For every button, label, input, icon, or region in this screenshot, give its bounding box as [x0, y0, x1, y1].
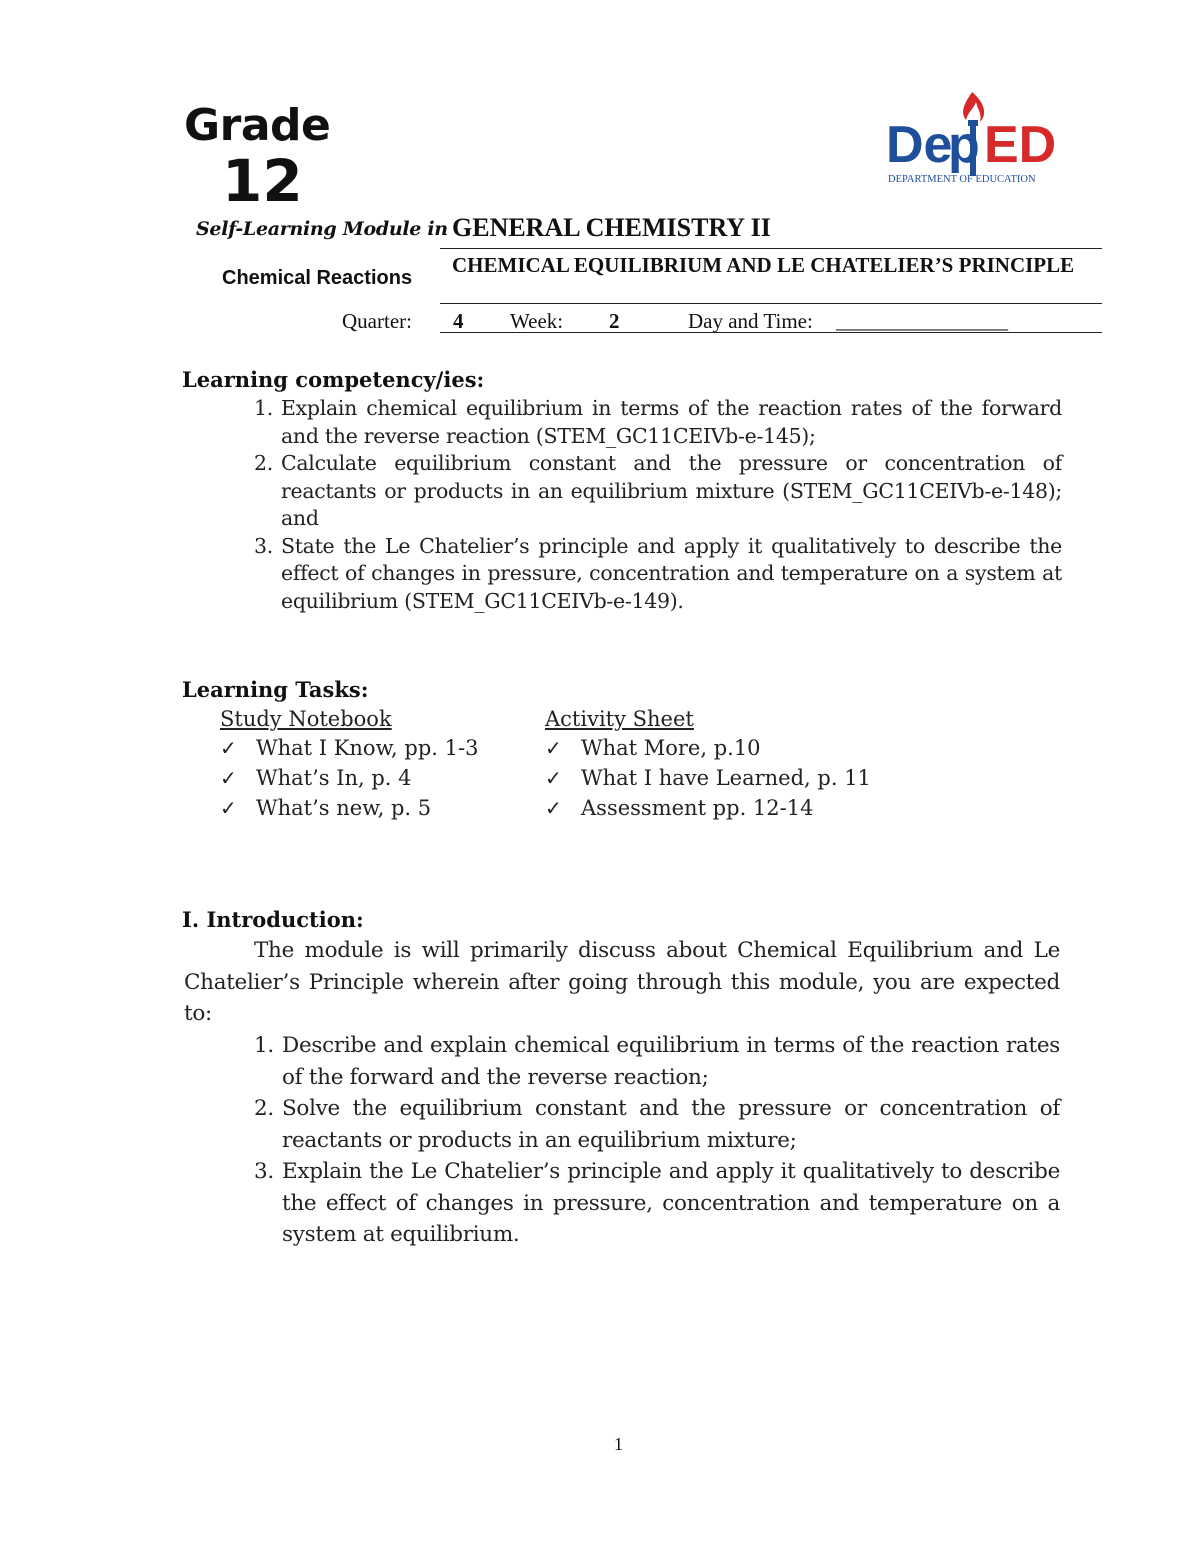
topic-label: Chemical Reactions: [222, 267, 413, 289]
quarter-value: 4: [453, 309, 464, 333]
logo-ed-text: ED: [984, 116, 1057, 174]
checkmark-icon: ✓: [220, 766, 237, 790]
activity-sheet-heading: Activity Sheet: [545, 707, 694, 731]
item-number: 2.: [254, 1096, 274, 1121]
introduction-paragraph: The module is will primarily discuss about Chemical Equilibrium and Le Chatelier’s Principle wherein after going through this module, you are expected to:: [184, 938, 1060, 1026]
task-text: What’s new, p. 5: [256, 796, 432, 820]
day-time-value: ____________________: [836, 309, 1006, 333]
task-text: What I have Learned, p. 11: [581, 766, 871, 790]
competency-list: [254, 395, 1062, 615]
task-text: Assessment pp. 12-14: [581, 796, 814, 820]
list-item: [254, 1093, 1060, 1156]
item-number: 3.: [254, 1159, 274, 1184]
task-text: What More, p.10: [581, 736, 761, 760]
objective-list: [254, 1030, 1060, 1251]
list-item: [220, 793, 478, 823]
introduction-title: I. Introduction:: [182, 907, 364, 932]
checkmark-icon: ✓: [220, 796, 237, 820]
item-number: 1.: [254, 1033, 274, 1058]
competencies-title: Learning competency/ies:: [182, 367, 485, 392]
item-text: Describe and explain chemical equilibrium in terms of the reaction rates of the forward and the reverse reaction;: [282, 1033, 1060, 1090]
list-item: [220, 763, 478, 793]
deped-logo: [884, 90, 1074, 190]
study-notebook-heading: Study Notebook: [220, 707, 392, 731]
day-time-label: Day and Time:: [688, 309, 813, 333]
subject-title: GENERAL CHEMISTRY II: [452, 213, 771, 242]
list-item: [254, 533, 1062, 616]
list-item: [545, 763, 871, 793]
module-label: Self-Learning Module in: [196, 218, 448, 240]
list-item: [254, 395, 1062, 450]
list-item: [220, 733, 478, 763]
logo-p-text: p: [948, 116, 980, 174]
checkmark-icon: ✓: [545, 736, 562, 760]
tasks-title: Learning Tasks:: [182, 677, 369, 702]
checkmark-icon: ✓: [220, 736, 237, 760]
topic-title: CHEMICAL EQUILIBRIUM AND LE CHATELIER’S PRINCIPLE: [452, 253, 1075, 277]
list-item: [254, 1156, 1060, 1251]
grade-label: Grade: [184, 100, 331, 151]
checkmark-icon: ✓: [545, 796, 562, 820]
grade-number: 12: [222, 147, 303, 215]
week-value: 2: [609, 309, 620, 333]
list-item: [254, 1030, 1060, 1093]
page-number: 1: [614, 1434, 623, 1454]
item-number: 3.: [254, 533, 273, 558]
item-text: Calculate equilibrium constant and the pressure or concentration of reactants or products in an equilibrium mixture (STEM_GC11CEIVb-e-148); and: [281, 451, 1062, 530]
header-rule: [440, 303, 1102, 304]
task-text: What’s In, p. 4: [256, 766, 412, 790]
item-number: 1.: [254, 396, 273, 420]
week-label: Week:: [510, 309, 564, 333]
study-notebook-column: [220, 705, 478, 823]
checkmark-icon: ✓: [545, 766, 562, 790]
activity-sheet-column: [545, 705, 871, 823]
logo-dep-text: De: [886, 116, 953, 174]
task-text: What I Know, pp. 1-3: [256, 736, 479, 760]
list-item: [545, 793, 871, 823]
quarter-label: Quarter:: [342, 309, 412, 333]
logo-subtitle: DEPARTMENT OF EDUCATION: [888, 174, 1036, 185]
header-rule: [440, 248, 1102, 249]
item-text: State the Le Chatelier’s principle and apply it qualitatively to describe the effect of changes in pressure, concentration and temperature on a system at equilibrium (STEM_GC11CEIVb-e-149).: [281, 533, 1062, 613]
list-item: [545, 733, 871, 763]
item-text: Solve the equilibrium constant and the pressure or concentration of reactants or products in an equilibrium mixture;: [282, 1096, 1060, 1153]
item-number: 2.: [254, 451, 273, 475]
header-rule: [440, 332, 1102, 333]
item-text: Explain chemical equilibrium in terms of the reaction rates of the forward and the reverse reaction (STEM_GC11CEIVb-e-145);: [281, 396, 1062, 448]
list-item: [254, 450, 1062, 533]
item-text: Explain the Le Chatelier’s principle and apply it qualitatively to describe the effect of changes in pressure, concentration and temperature on a system at equilibrium.: [282, 1159, 1060, 1247]
